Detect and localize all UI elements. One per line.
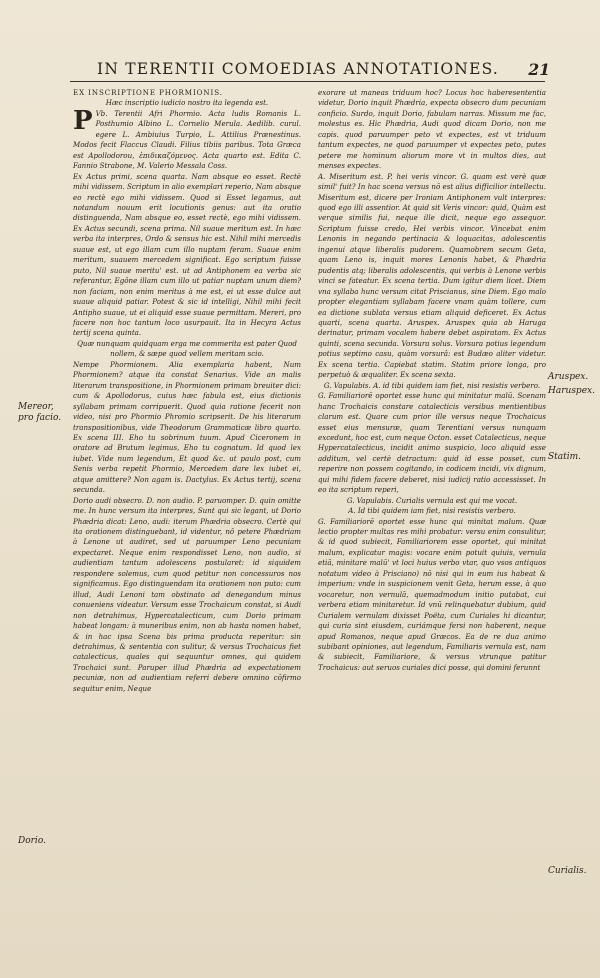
paragraph: G. Familiariorē oportet esse hunc qui minitatur malū. Scenam hanc Trochaicis constare catalecticis versibus mentientibus clarum est. Quare cum prior ille versus neque Trochaicus esset eius mensuræ, quam Terentiani versus nunquam excedunt, hoc est, cum neque Octon. esset Catalecticus, neque Hypercatalecticus, incidit animo suspicio, loco aliquid esse additum, vel certè detractum: quid id esse posset, cum reperire non possem cogitando, in codicem incidi, vix dignum, qui mihi fidem facere deberet, nisi iudicij ratio accessisset. In eo ita scriptum reperi, [318,391,546,495]
section-subhead: Hæc inscriptio iudicio nostro ita legenda est. [105,98,269,108]
paragraph: A. Miseritum est. P. hei veris vincor. G. quam est verè quæ simil' fuit? In hac scena versus nō est alius difficilior intellectu. Miseritum est, dicere per Ironiam Antiphonem vult interpres: quod ego illi assentior. At quid sit Veris vincor: quid, Quàm est verque similis fui, neque ille dicit, neque ego assequor. Scriptum fuisse credo, Hei verbis vincor. Vincebat enim Lenonis in negando pertinacia & loquacitas, adolescentis ingenui atque liberalis pudorem. Quamobrem secum Geta, quam Leno is, inquit mores Lenonis habet, & Phædria pudentis atq; liberalis adolescentis, qui verbis à Lenone verbis vinci se fateatur. Ex scena tertia. Dum igitur diem licet. Diem vna syllaba hunc versum citat Priscianus, sine Diem. Ego malo propter elegantiam syllabam facere vnam quàm tollere, cum ea dictione sublata versus etiam aliquid deficeret. Ex Actus quarti, scena quarta. Aruspex. Aruspex quia ab Haruga derinatur, primam vocalem habere debet aspiratam. Ex Actus quinti, scena secunda. Vorsura solus. Vorsura potius legendum potius septimo casu, quàm vorsurâ: est Budæo aliter videtur. Ex scena tertia. Capiebat statim. Statim priore longa, pro perpetuò & æqualiter. Ex scena sexta. [318,171,546,380]
paragraph: Nempe Phormionem. Alia exemplaria habent, Num Phormionem? atque ita constat Senarius. Vide an malis literarum transpositione, in Phormionem primam breuiter dici: cum & Apollodorus, cuius hæc fabula est, eius dictionis syllabam primam corripuerit. Quod quia ratione fecerit non video, nisi pro Phormio Phromio scripserit. De his literarum transpositionibus, vide Theodorum Grammaticæ libro quarto. Ex scena III. Eho tu sobrinum tuum. Apud Ciceronem in oratore ad Brutum legimus, Eho tu cognatum. Id quod lex iubet. Vide num legendum, Et quod &c. ut paulo post, cum Senis verba repetit Phormio, Mercedem dare lex iubet ei, atque amittere? Non agam is. Dactylus. Ex Actus tertij, scena secunda. [73,359,301,495]
page-number: 21 [528,60,550,79]
paragraph [73,105,301,172]
verse-line: A. Id tibi quidem iam fiet, nisi resistis verbero. [348,506,516,516]
paragraph: Ex Actus primi, scena quarta. Nam absque eo esset. Rectè mihi vidissem. Scriptum in alio exemplari reperio, Nam absque eo rectè ego mihi vidissem. Quod si Esset legamus, aut notandum nouum erit locutionis genus: aut ita oratio distinguenda, Nam absque eo, esset rectè, ego mihi vidissem. Ex Actus secundi, scena prima. Nil suaue meritum est. In hæc verba ita interpres, Ordo & sensus hic est. Nihil mihi mercedis suaue est, ut ego illam cum illo nuptam feram. Suaue enim meritum, suauem mercedem significat. Ego scriptum fuisse puto, Nil suaue meritu' est. ut ad Antiphonem ea verba sic referantur, Egône illam cum illo ut patiar nuptam unum diem? non faciam, non enim meritus à me est, ei ut esse dulce aut suaue aliquid patiar. Potest & sic id intelligi, Nihil mihi fecit Antipho suaue, ut ei aliquid esse suaue permittam. Mereri, pro facere non hoc tantum loco usurpauit. Ita in Hecyra Actus tertij scena quinta. [73,171,301,338]
margin-note-dorio: Dorio. [18,836,46,846]
margin-note-merere: Mereor, pro facio. [18,402,62,423]
verse-quotation: Quæ nunquam quidquam erga me commerita est pater Quod nollem, & sæpe quod vellem meritam scio. [77,338,297,359]
section-heading: EX INSCRIPTIONE PHORMIONIS. [73,88,223,97]
paragraph-text: Vb. Terentii Afri Phormio. Acta ludis Romanis L. Posthumio Albino L. Cornelio Merula. Aedilib. curul. egere L. Ambiuius Turpio, L. Attilius Prænestinus. Modos fecit Flaccus Claudi. Filius tibiis paribus. Tota Græca est Apollodorou, ἐπιδικαζόμενος. Acta quarto est. Edita C. Fannio Strabone, M. Valerio Messala Coss. [73,108,301,171]
verse-line: G. Vapulabis. A. id tibi quidem iam fiet, nisi resistis verbero. [323,380,541,390]
paragraph: G. Familiariorē oportet esse hunc qui minitat malum. Quæ lectio propter multas res mihi probatur: versu enim consulitur, & id quod subiecit, Familiariorem esse oportet, qui minitat malum, explicatur magis: vocare enim potuit quiuis, vernula etiā, minitare malū' vt loci huius verbo vtar, quo vsos antiquos notatum video à Prisciano) nō nisi qui in eum ius habeat & imperium: vnde in suspicionem venit Geta, herum esse, à quo vocaretur, non vernulā, quemadmodum initio putabat, cui verbera etiam minitaretur. Id vnū relinquebatur dubium, quid Curialem vernulam dixisset Poëta, cum Curiales hi dicantur, qui curia sint eiusdem, curiámque fersi non haberent, neque apud Romanos, neque apud Græcos. Ea de re dua animo subibant opiniones, aut legendum, Familiaris vernula est, nam & subiecit, Familiariore, & versus vtrunque patitur Trochaicus: aut seruos curiales dici posse, qui domini ferunnt [318,516,546,672]
margin-note-aruspex: Aruspex. [548,372,589,382]
margin-note-curialis: Curialis. [548,866,587,876]
margin-note-haruspex: Haruspex. [548,386,595,396]
margin-note-statim: Statim. [548,452,582,462]
verse-line: G. Vapulabis. Curialis vernula est qui me vocat. [346,495,518,505]
left-column [73,88,301,694]
running-title: IN TERENTII COMOEDIAS ANNOTATIONES. [97,60,499,78]
paragraph: exorare ut maneas triduum hoc? Locus hoc haberesententia videtur, Dorio inquit Phædria, expecta obsecro dum pecuniam conficio. Surdo, inquit Dorio, fabulam narras. Missum me fac, molestus es. Hic Phædria, Audi quod dicam Dorio, non me capis. quod paruumper peto vt expectes, est vt triduum tantum expectes, ne quod paruumper vt expectes peto, putes petere me hominum aliorum more vt in multos dies, aut menses expectes. [318,88,546,171]
drop-cap: P [73,105,93,136]
paragraph: Dorio audi obsecro. D. non audio. P. paruomper. D. quin omitte me. In hunc versum ita interpres, Sunt qui sic legant, ut Dorio Phædria dicat: Leno, audi: iterum Phædria obsecro. Certè qui ita orationem distinguebant, id videntur, nô petere Phædriam à Lenone ut audiret, sed ut paruumper Leno pecuniam expectaret. Neque enim respondisset Leno, non audio, si audientiam tantum adolescens postularet: id siquidem respondere solemus, cum quod petitur non concessuros nos significamus. Ego distinguendam ita orationem non puto: cum illud, Audi Lenoni tam obstinato ad denegandum minus conueniens videatur. Versum esse Trochaicum constat, si Audi non detrahimus, Hypercatalecticum, cum Dorio primam habeat longam: à muneribus enim, non ab hasta nomen habet, & in hac ipsa Scena bis prima producta reperitur: sin detrahimus, & sententia con sulitur, & versus Trochaicus fiet catalecticus, quales qui sequuntur omnes, qui quidem Trochaici sunt. Paruper illud Phædria ad expectationem pecuniæ, non ad audientiam referri debere omnino cōfirmo sequitur enim, Neque [73,495,301,693]
header-rule [70,81,545,82]
right-column [318,88,546,673]
